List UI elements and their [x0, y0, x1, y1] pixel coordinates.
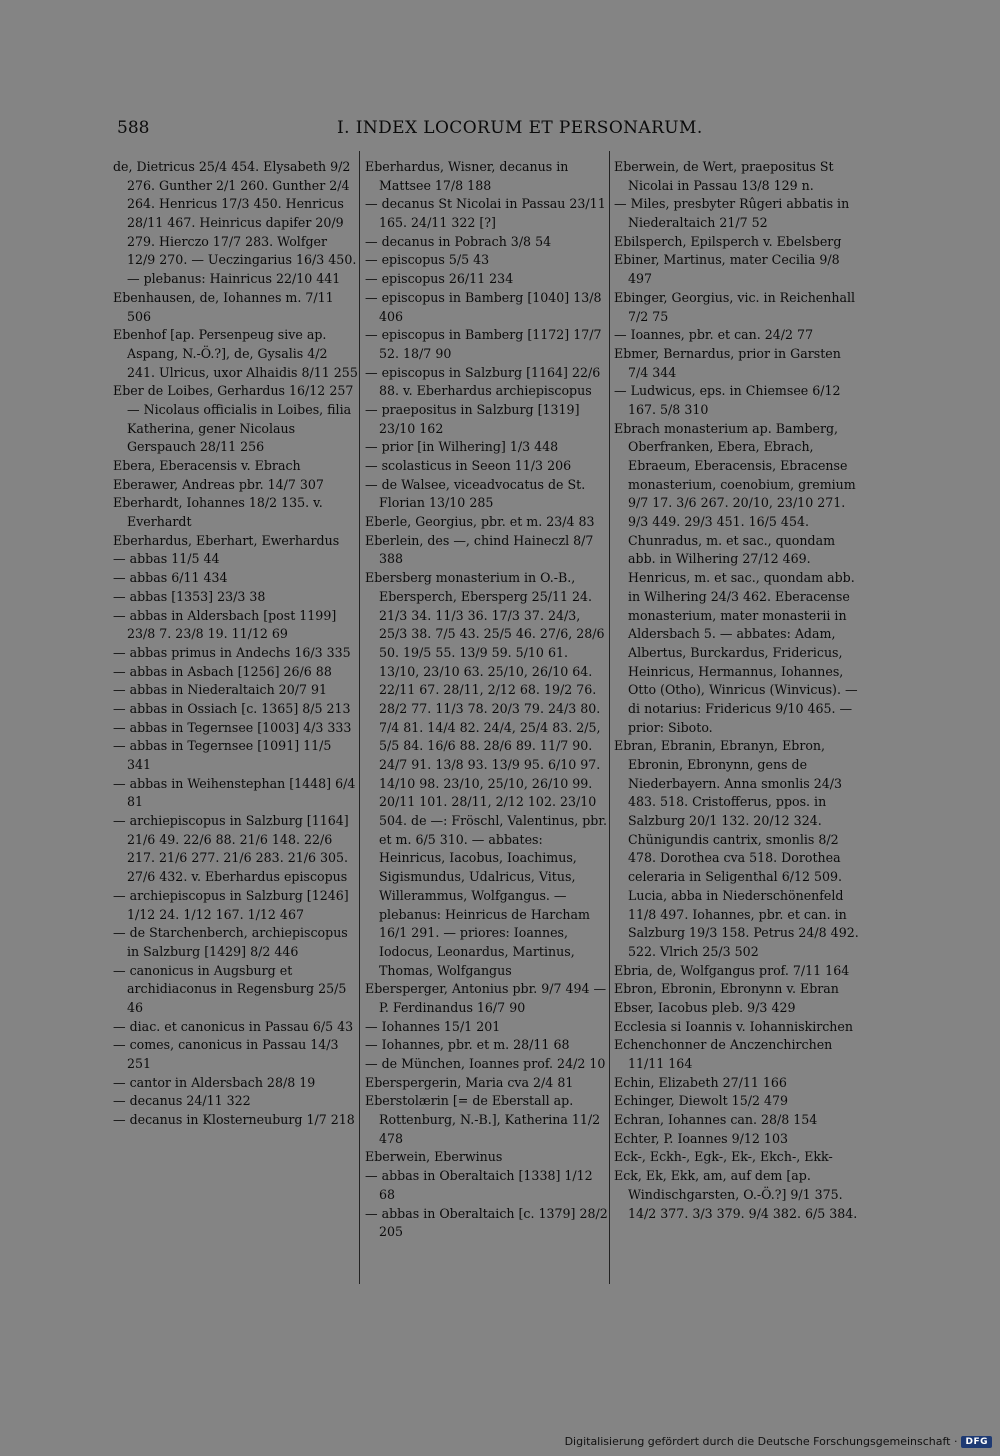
index-entry: — abbas 6/11 434	[113, 570, 228, 586]
index-entry: — episcopus in Bamberg [1172] 17/7 52. 18/7 90	[365, 327, 602, 361]
index-entry: Ebersperger, Antonius pbr. 9/7 494 — P. Ferdinandus 16/7 90	[365, 981, 607, 1015]
index-entry: — Ioannes, pbr. et can. 24/2 77	[614, 327, 814, 343]
index-entry: Eberhardus, Wisner, decanus in Mattsee 17/8 188	[365, 159, 569, 193]
index-entry: — episcopus in Bamberg [1040] 13/8 406	[365, 289, 602, 324]
index-entry: — abbas [1353] 23/3 38	[113, 588, 266, 604]
index-entry: Eberspergerin, Maria cva 2/4 81	[365, 1074, 574, 1090]
index-entry: — cantor in Aldersbach 28/8 19	[113, 1074, 316, 1090]
index-entry: Echenchonner de Anczenchirchen 11/11 164	[614, 1037, 833, 1071]
index-entry: Eberwein, de Wert, praepositus St Nicolai in Passau 13/8 129 n.	[614, 159, 834, 193]
index-entry: Eck, Ek, Ekk, am, auf dem [ap. Windischgarsten, O.-Ö.?] 9/1 375. 14/2 377. 3/3 379. 9/4 382. 6/5 384.	[614, 1168, 858, 1221]
index-entry: Ebria, de, Wolfgangus prof. 7/11 164	[614, 962, 850, 978]
index-entry: Ebilsperch, Epilsperch v. Ebelsberg	[614, 233, 842, 249]
index-entry: Eberawer, Andreas pbr. 14/7 307	[113, 476, 324, 492]
index-entry: — abbas in Weihenstephan [1448] 6/4 81	[113, 775, 356, 810]
index-entry: — abbas in Niederaltaich 20/7 91	[113, 682, 327, 698]
index-entry: Eberle, Georgius, pbr. et m. 23/4 83	[365, 514, 595, 530]
index-entry: — abbas in Oberaltaich [c. 1379] 28/2 205	[365, 1205, 608, 1240]
index-entry: — comes, canonicus in Passau 14/3 251	[113, 1037, 339, 1071]
index-entry: — archiepiscopus in Salzburg [1246] 1/12 24. 1/12 167. 1/12 467	[113, 887, 349, 922]
running-title: I. INDEX LOCORUM ET PERSONARUM.	[337, 118, 703, 138]
index-entry: Eber de Loibes, Gerhardus 16/12 257 — Nicolaus officialis in Loibes, filia Katherina, gener Nicolaus Gerspauch 28/11 256	[113, 383, 354, 455]
index-entry: — Iohannes 15/1 201	[365, 1018, 501, 1034]
index-entry: Eberlein, des —, chind Haineczl 8/7 388	[365, 532, 594, 567]
index-column-1	[113, 158, 359, 1130]
index-entry: Ebenhof [ap. Persenpeug sive ap. Aspang, N.-Ö.?], de, Gysalis 4/2 241. Ulricus, uxor Alhaidis 8/11 255	[113, 327, 358, 380]
index-entry: Ebinger, Georgius, vic. in Reichenhall 7/2 75	[614, 289, 856, 324]
index-entry: — episcopus 5/5 43	[365, 252, 490, 268]
page-header	[117, 118, 860, 142]
index-entry: Ebenhausen, de, Iohannes m. 7/11 506	[113, 289, 334, 324]
index-entry: — abbas in Tegernsee [1003] 4/3 333	[113, 719, 352, 735]
index-entry: — praepositus in Salzburg [1319] 23/10 162	[365, 401, 580, 436]
footer-text: Digitalisierung gefördert durch die Deutsche Forschungsgemeinschaft ·	[564, 1435, 958, 1448]
index-entry: — decanus 24/11 322	[113, 1093, 251, 1109]
index-entry: Eberstolærin [= de Eberstall ap. Rottenburg, N.-B.], Katherina 11/2 478	[365, 1093, 601, 1146]
index-entry: — diac. et canonicus in Passau 6/5 43	[113, 1018, 354, 1034]
index-column-2	[365, 158, 611, 1242]
index-entry: Ebran, Ebranin, Ebranyn, Ebron, Ebronin, Ebronynn, gens de Niederbayern. Anna smonlis 24/3 483. 518. Cristofferus, ppos. in Salzburg 20/1 132. 20/12 324. Chünigundis cantrix, smonlis 8/2 478. Dorothea cva 518. Dorothea celeraria in Seligenthal 6/12 509. Lucia, abba in Niederschönenfeld 11/8 497. Iohannes, pbr. et can. in Salzburg 19/3 158. Petrus 24/8 492. 522. Vlrich 25/3 502	[614, 738, 859, 959]
index-entry: — Miles, presbyter Rûgeri abbatis in Niederaltaich 21/7 52	[614, 196, 850, 231]
index-entry: — abbas in Asbach [1256] 26/6 88	[113, 663, 332, 679]
index-entry: — abbas in Aldersbach [post 1199] 23/8 7. 23/8 19. 11/12 69	[113, 607, 337, 642]
index-entry: Ebser, Iacobus pleb. 9/3 429	[614, 999, 796, 1015]
index-entry: — abbas 11/5 44	[113, 551, 220, 567]
index-entry: — decanus St Nicolai in Passau 23/11 165. 24/11 322 [?]	[365, 196, 606, 231]
index-entry: Eck-, Eckh-, Egk-, Ek-, Ekch-, Ekk-	[614, 1149, 833, 1165]
index-entry: — abbas in Tegernsee [1091] 11/5 341	[113, 738, 332, 772]
index-entry: — Iohannes, pbr. et m. 28/11 68	[365, 1037, 570, 1053]
dfg-logo: DFG	[961, 1436, 992, 1448]
index-entry: Echin, Elizabeth 27/11 166	[614, 1074, 787, 1090]
index-column-3	[614, 158, 860, 1223]
index-entry: de, Dietricus 25/4 454. Elysabeth 9/2 276. Gunther 2/1 260. Gunther 2/4 264. Henricus 17/3 450. Henricus 28/11 467. Heinricus dapifer 20/9 279. Hierczo 17/7 283. Wolfger 12/9 270. — Ueczingarius 16/3 450. — plebanus: Hainricus 22/10 441	[113, 159, 357, 287]
index-entry: — de München, Ioannes prof. 24/2 10	[365, 1056, 606, 1071]
index-entry: — canonicus in Augsburg et archidiaconus in Regensburg 25/5 46	[113, 962, 347, 1015]
index-entry: Eberhardus, Eberhart, Ewerhardus	[113, 532, 340, 548]
index-entry: — decanus in Klosterneuburg 1/7 218	[113, 1112, 355, 1128]
index-entry: — prior [in Wilhering] 1/3 448	[365, 439, 559, 455]
index-entry: — scolasticus in Seeon 11/3 206	[365, 458, 572, 473]
index-entry: Ebmer, Bernardus, prior in Garsten 7/4 344	[614, 345, 841, 380]
index-entry: Ebrach monasterium ap. Bamberg, Oberfranken, Ebera, Ebrach, Ebraeum, Eberacensis, Ebracense monasterium, coenobium, gremium 9/7 17. 3/6 267. 20/10, 23/10 271. 9/3 449. 29/3 451. 16/5 454. Chunradus, m. et sac., quondam abb. in Wilhering 27/12 469. Henricus, m. et sac., quondam abb. in Wilhering 24/3 462. Eberacense monasterium, mater monasterii in Aldersbach 5. — abbates: Adam, Albertus, Burckardus, Fridericus, Heinricus, Hermannus, Iohannes, Otto (Otho), Winricus (Winvicus). — di notarius: Fridericus 9/10 465. — prior: Siboto.	[614, 420, 858, 735]
index-entry: Echter, P. Ioannes 9/12 103	[614, 1130, 788, 1146]
index-entry: Ebiner, Martinus, mater Cecilia 9/8 497	[614, 252, 840, 287]
index-entry: — abbas in Oberaltaich [1338] 1/12 68	[365, 1168, 593, 1202]
index-entry: — archiepiscopus in Salzburg [1164] 21/6 49. 22/6 88. 21/6 148. 22/6 217. 21/6 277. 21/6 283. 21/6 305. 27/6 432. v. Eberhardus episcopus	[113, 813, 349, 885]
index-entry: Ecclesia si Ioannis v. Iohanniskirchen	[614, 1018, 853, 1034]
index-entry: — episcopus in Salzburg [1164] 22/6 88. v. Eberhardus archiepiscopus	[365, 364, 601, 399]
index-entry: Ebersberg monasterium in O.-B., Ebersperch, Ebersperg 25/11 24. 21/3 34. 11/3 36. 17/3 37. 24/3, 25/3 38. 7/5 43. 25/5 46. 27/6, 28/6 50. 19/5 55. 13/9 59. 5/10 61. 13/10, 23/10 63. 25/10, 26/10 64. 22/11 67. 28/11, 2/12 68. 19/2 76. 28/2 77. 11/3 78. 20/3 79. 24/3 80. 7/4 81. 14/4 82. 24/4, 25/4 83. 2/5, 5/5 84. 16/6 88. 28/6 89. 11/7 90. 24/7 91. 13/8 93. 13/9 95. 6/10 97. 14/10 98. 23/10, 25/10, 26/10 99. 20/11 101. 28/11, 2/12 102. 23/10 504. de —: Fröschl, Valentinus, pbr. et m. 6/5 310. — abbates: Heinricus, Iacobus, Ioachimus, Sigismundus, Udalricus, Vitus, Willerammus, Wolfgangus. — plebanus: Heinricus de Harcham 16/1 291. — priores: Ioannes, Iodocus, Leonardus, Martinus, Thomas, Wolfgangus	[365, 570, 607, 978]
index-entry: — episcopus 26/11 234	[365, 271, 514, 287]
index-entry: — decanus in Pobrach 3/8 54	[365, 233, 552, 249]
index-entry: Ebera, Eberacensis v. Ebrach	[113, 458, 301, 473]
index-entry: — abbas primus in Andechs 16/3 335	[113, 644, 351, 660]
index-entry: Ebron, Ebronin, Ebronynn v. Ebran	[614, 981, 839, 997]
index-entry: — de Starchenberch, archiepiscopus in Salzburg [1429] 8/2 446	[113, 925, 348, 959]
index-entry: — abbas in Ossiach [c. 1365] 8/5 213	[113, 700, 351, 716]
index-entry: Eberwein, Eberwinus	[365, 1149, 503, 1165]
index-entry: Echinger, Diewolt 15/2 479	[614, 1093, 789, 1109]
index-entry: Echran, Iohannes can. 28/8 154	[614, 1112, 818, 1128]
footer	[565, 1435, 992, 1448]
page-number: 588	[117, 118, 150, 138]
column-divider	[359, 151, 360, 1284]
index-entry: Eberhardt, Iohannes 18/2 135. v. Everhardt	[113, 495, 323, 530]
index-entry: — de Walsee, viceadvocatus de St. Florian 13/10 285	[365, 476, 586, 511]
index-entry: — Ludwicus, eps. in Chiemsee 6/12 167. 5/8 310	[614, 383, 841, 417]
